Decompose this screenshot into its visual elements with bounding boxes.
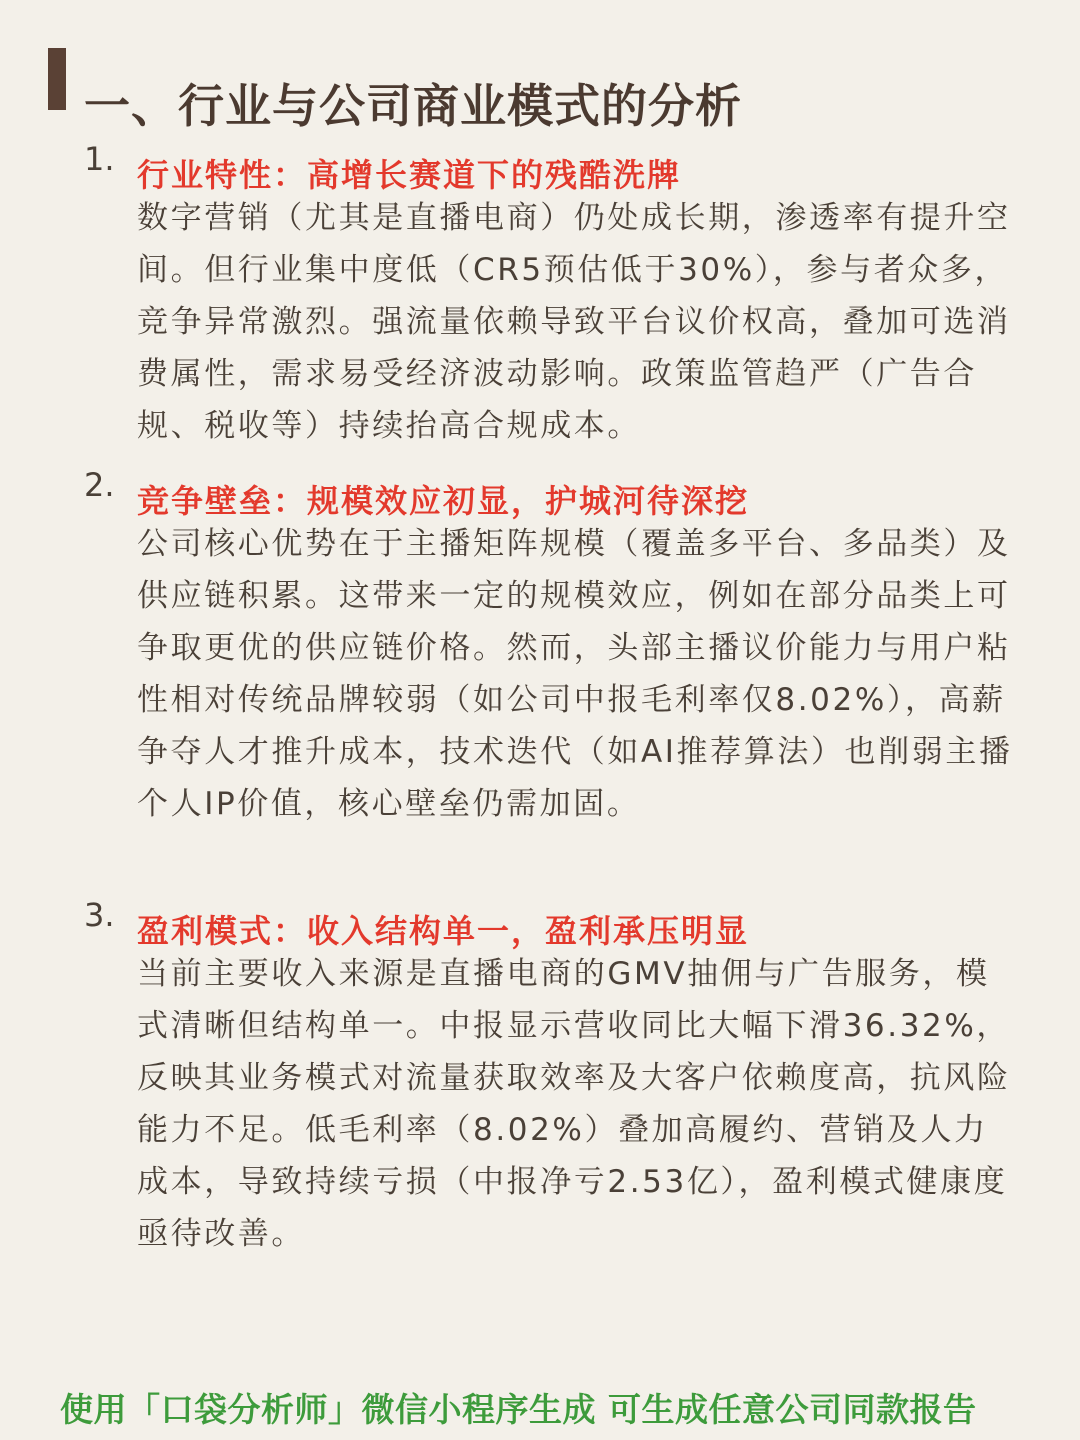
item-title: 盈利模式：收入结构单一，盈利承压明显 [137, 912, 750, 950]
item-number: 2. [84, 466, 115, 504]
promo-footer: 使用「口袋分析师」微信小程序生成 可生成任意公司同款报告 [60, 1390, 977, 1429]
item-title: 竞争壁垒：规模效应初显，护城河待深挖 [137, 482, 750, 520]
heading-accent-bar [48, 48, 66, 110]
item-body: 公司核心优势在于主播矩阵规模（覆盖多平台、多品类）及供应链积累。这带来一定的规模效应，例如在部分品类上可争取更优的供应链价格。然而，头部主播议价能力与用户粘性相对传统品牌较弱（如公司中报毛利率仅8.02%），高薪争夺人才推升成本，技术迭代（如AI推荐算法）也削弱主播个人IP价值，核心壁垒仍需加固。 [137, 526, 1013, 822]
item-number: 1. [84, 140, 115, 178]
item-title: 行业特性：高增长赛道下的残酷洗牌 [137, 156, 682, 194]
item-body: 数字营销（尤其是直播电商）仍处成长期，渗透率有提升空间。但行业集中度低（CR5预估低于30%），参与者众多，竞争异常激烈。强流量依赖导致平台议价权高，叠加可选消费属性，需求易受经济波动影响。政策监管趋严（广告合规、税收等）持续抬高合规成本。 [137, 200, 1011, 444]
item-number: 3. [84, 896, 115, 934]
item-body: 当前主要收入来源是直播电商的GMV抽佣与广告服务，模式清晰但结构单一。中报显示营收同比大幅下滑36.32%，反映其业务模式对流量获取效率及大客户依赖度高，抗风险能力不足。低毛利率（8.02%）叠加高履约、营销及人力成本，导致持续亏损（中报净亏2.53亿），盈利模式健康度亟待改善。 [137, 956, 1011, 1252]
section-heading: 一、行业与公司商业模式的分析 [84, 79, 742, 133]
